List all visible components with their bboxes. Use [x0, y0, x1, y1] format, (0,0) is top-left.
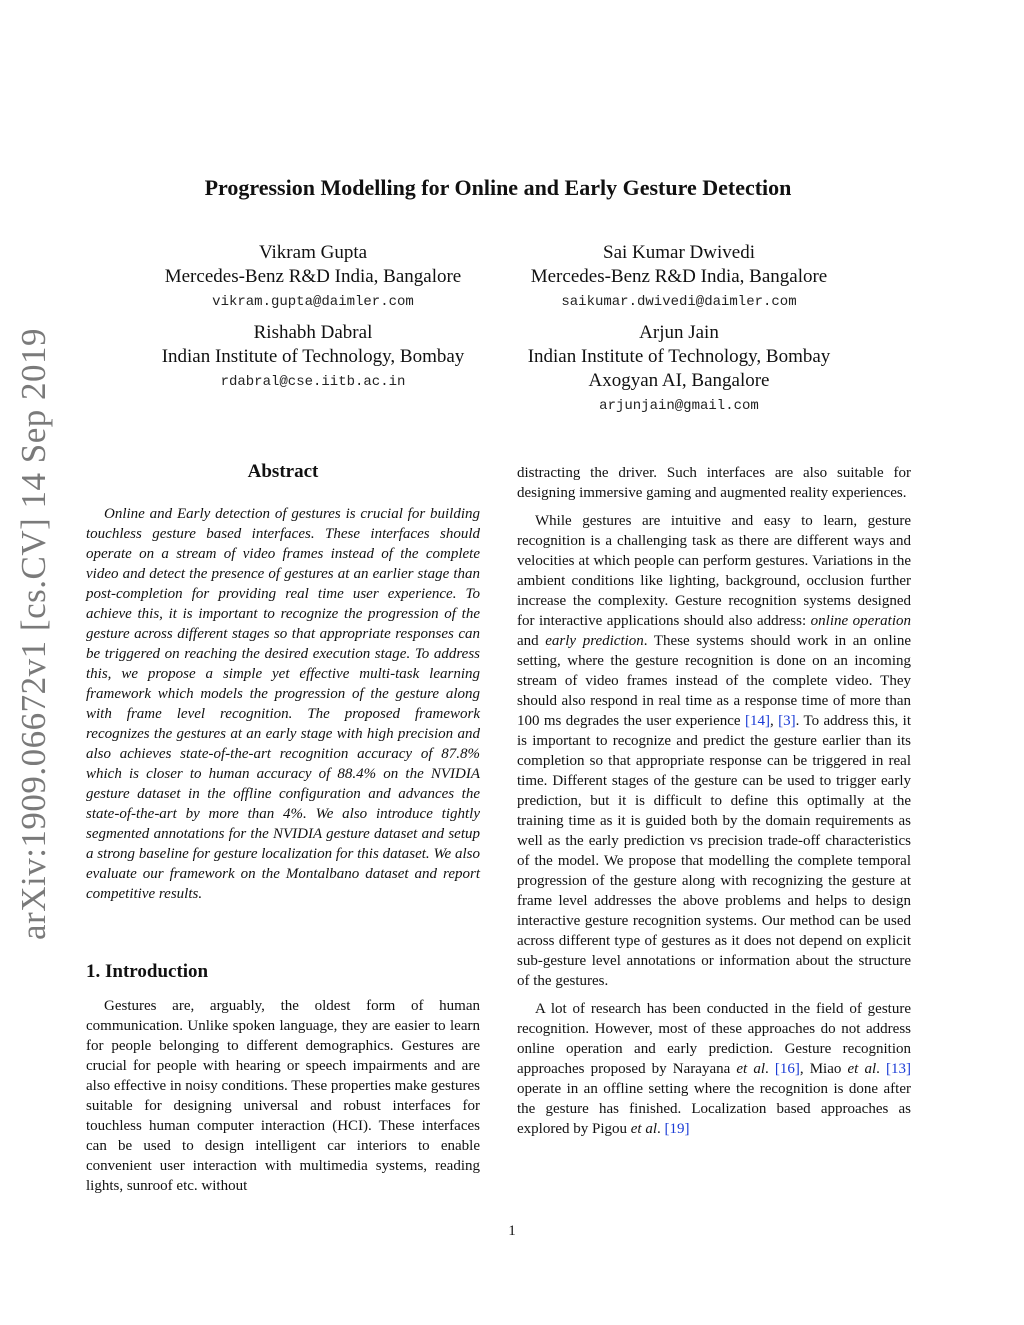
- emphasis-text: et al: [847, 1061, 877, 1077]
- text-segment: .: [876, 1061, 886, 1077]
- introduction-heading: 1. Introduction: [86, 961, 209, 982]
- author-email: saikumar.dwivedi@daimler.com: [561, 294, 797, 310]
- introduction-paragraph: Gestures are, arguably, the oldest form of human communication. Unlike spoken language, they are easier to learn for people belonging to different demographics. Gestures are crucial for people with hearing or speech impairments and are also effective in noisy conditions. These properties make gestures suitable for designing universal and robust interfaces for touchless human computer interaction (HCI). These interfaces can be used to design intelligent car interiors to enable convenient user interaction with multimedia systems, reading lights, sunroof etc. without: [86, 998, 480, 1194]
- text-segment: A lot of research has been conducted in the field of gesture recognition. However, most of these approaches do not address online operation and early prediction. Gesture recognition approaches proposed by Narayana: [517, 1001, 911, 1077]
- author-affiliation: Mercedes-Benz R&D India, Bangalore: [164, 266, 462, 287]
- text-segment: and: [517, 633, 546, 649]
- citation-link[interactable]: [16]: [774, 1061, 800, 1077]
- citation-link[interactable]: [14]: [744, 713, 770, 729]
- author-email: arjunjain@gmail.com: [599, 398, 759, 414]
- author-affiliation: Mercedes-Benz R&D India, Bangalore: [530, 266, 828, 287]
- paragraph-related-work: [517, 999, 911, 1139]
- citation-link[interactable]: [13]: [886, 1061, 911, 1077]
- author-block-3: [120, 321, 506, 392]
- introduction-section: [86, 960, 480, 1196]
- author-affiliation-secondary: Axogyan AI, Bangalore: [588, 370, 770, 391]
- emphasis-text: online operation: [810, 613, 911, 629]
- abstract-section: [86, 460, 480, 904]
- right-column: [517, 463, 911, 1139]
- text-segment: .: [764, 1061, 775, 1077]
- citation-link[interactable]: [19]: [664, 1121, 690, 1137]
- emphasis-text: early prediction: [545, 633, 644, 649]
- author-email: rdabral@cse.iitb.ac.in: [220, 374, 406, 390]
- text-segment: operate in an offline setting where the recognition is done after the gesture has finished. Localization based approaches as explored by Pigou: [517, 1081, 911, 1137]
- author-affiliation: Indian Institute of Technology, Bombay: [527, 346, 831, 367]
- citation-link[interactable]: [3]: [778, 713, 796, 729]
- paragraph-continuation: distracting the driver. Such interfaces are also suitable for designing immersive gaming and augmented reality experiences.: [517, 465, 911, 501]
- author-name: Rishabh Dabral: [253, 322, 373, 343]
- author-name: Sai Kumar Dwivedi: [603, 242, 755, 263]
- author-block-4: [486, 321, 872, 416]
- emphasis-text: et al: [736, 1061, 765, 1077]
- text-segment: While gestures are intuitive and easy to learn, gesture recognition is a challenging task as there are different ways and velocities at which people can perform gestures. Variations in the ambient conditions like lighting, background, occlusion further increase the complexity. Gesture recognition systems designed for interactive applications should also address:: [517, 513, 911, 629]
- author-block-1: [120, 241, 506, 312]
- emphasis-text: et al: [630, 1121, 657, 1137]
- author-name: Arjun Jain: [639, 322, 719, 343]
- text-segment: , Miao: [799, 1061, 848, 1077]
- page-number: 1: [508, 1223, 516, 1239]
- author-block-2: [486, 241, 872, 312]
- arxiv-stamp: arXiv:1909.06672v1 [cs.CV] 14 Sep 2019: [14, 327, 53, 940]
- text-segment: . These systems should work in an online setting, where the gesture recognition is done on an incoming stream of video frames instead of the complete video. They should also respond in real time as a response time of more than 100 ms degrades the user experience: [517, 633, 911, 729]
- author-affiliation: Indian Institute of Technology, Bombay: [161, 346, 465, 367]
- text-segment: .: [657, 1121, 665, 1137]
- text-segment: . To address this, it is important to recognize and predict the gesture earlier than its completion so that appropriate response can be triggered in real time. Different stages of the gesture can be used to trigger early prediction, but it is difficult to define this optimally at the training time as it is guided both by the domain requirements as well as the early prediction vs precision trade-off characteristics of the model. We propose that modelling the complete temporal progression of the gesture along with recognizing the gesture at frame level addresses the above problems and helps to design interactive gesture recognition systems. Our method can be used across different type of gestures as it does not depend on explicit sub-gesture level annotations or information about the structure of the gestures.: [517, 713, 912, 989]
- paper-title: Progression Modelling for Online and Early Gesture Detection: [204, 175, 792, 200]
- author-email: vikram.gupta@daimler.com: [212, 294, 414, 310]
- text-segment: ,: [769, 713, 779, 729]
- author-name: Vikram Gupta: [258, 242, 368, 263]
- abstract-text: Online and Early detection of gestures is crucial for building touchless gesture based interfaces. These interfaces should operate on a stream of video frames instead of the complete video and detect the presence of gestures at an earlier stage than post-completion for providing real time user experience. To achieve this, it is important to recognize the progression of the gesture across different stages so that appropriate responses can be triggered on reaching the desired execution stage. To address this, we propose a simple yet effective multi-task learning framework which models the progression of the gesture along with frame level recognition. The proposed framework recognizes the gestures at an early stage with high precision and also achieves state-of-the-art recognition accuracy of 87.8% which is closer to human accuracy of 88.4% on the NVIDIA gesture dataset in the offline configuration and advances the state-of-the-art by more than 4%. We also introduce tightly segmented annotations for the NVIDIA gesture dataset and setup a strong baseline for gesture localization for this dataset. We also evaluate our framework on the Montalbano dataset and report competitive results.: [86, 506, 480, 902]
- paragraph-challenges: [517, 511, 911, 991]
- abstract-heading: Abstract: [247, 461, 319, 482]
